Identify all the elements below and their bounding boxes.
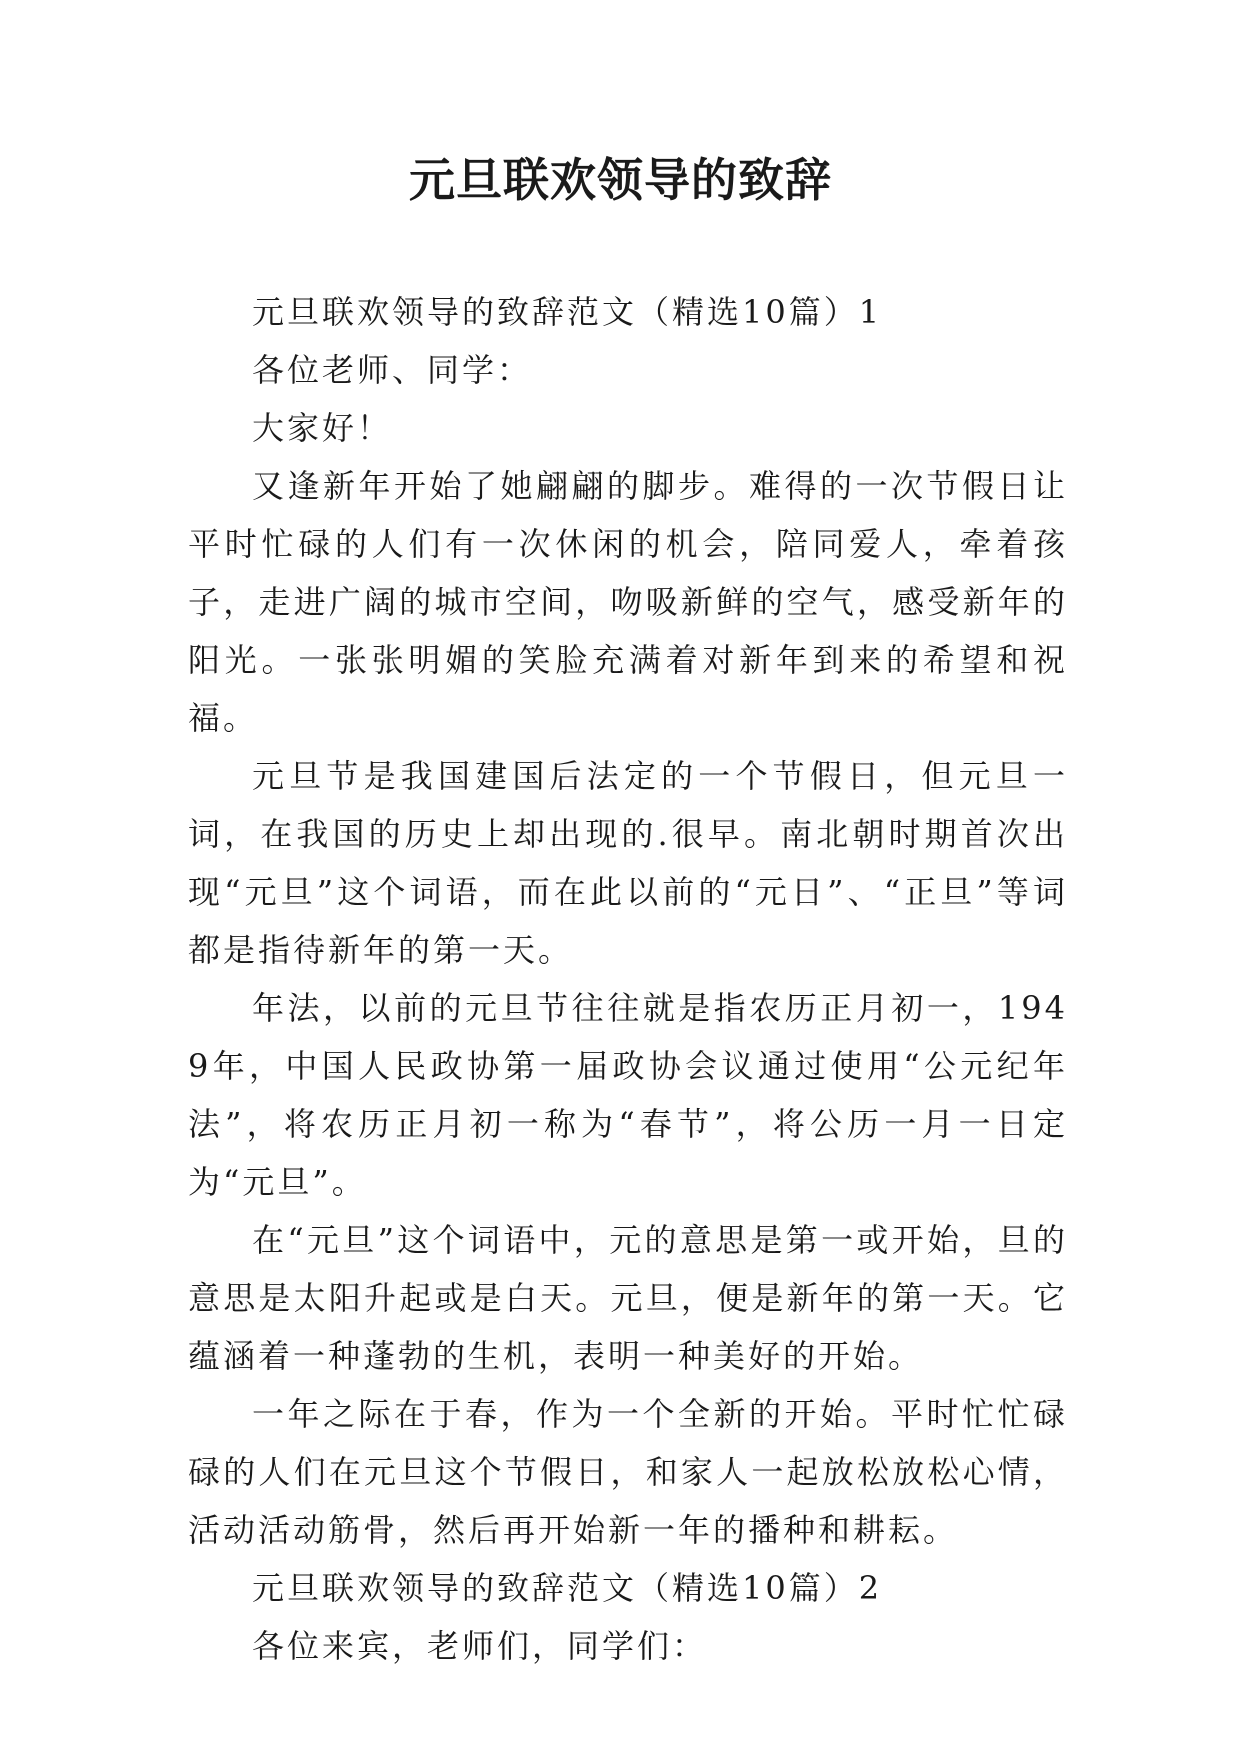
paragraph-body: 在“元旦”这个词语中，元的意思是第一或开始，旦的意思是太阳升起或是白天。元旦，便是新年的第一天。它蕴涵着一种蓬勃的生机，表明一种美好的开始。: [188, 1221, 1068, 1375]
paragraph-body: 又逢新年开始了她翩翩的脚步。难得的一次节假日让平时忙碌的人们有一次休闲的机会，陪同爱人，牵着孩子，走进广阔的城市空间，吻吸新鲜的空气，感受新年的阳光。一张张明媚的笑脸充满着对新年到来的希望和祝福。: [188, 467, 1068, 737]
document-body: [188, 283, 1068, 1675]
paragraph-salutation-1: 各位老师、同学：: [252, 351, 533, 389]
paragraph-greeting: 大家好！: [252, 409, 393, 447]
paragraph-body: 元旦节是我国建国后法定的一个节假日，但元旦一词，在我国的历史上却出现的.很早。南北朝时期首次出现“元旦”这个词语，而在此以前的“元日”、“正旦”等词都是指待新年的第一天。: [188, 757, 1068, 969]
paragraph-body: 年法，以前的元旦节往往就是指农历正月初一，1949年，中国人民政协第一届政协会议通过使用“公元纪年法”，将农历正月初一称为“春节”，将公历一月一日定为“元旦”。: [188, 989, 1068, 1201]
paragraph-heading-2: 元旦联欢领导的致辞范文（精选10篇）2: [252, 1569, 883, 1607]
paragraph-salutation-2: 各位来宾，老师们，同学们：: [252, 1627, 708, 1665]
paragraph-heading-1: 元旦联欢领导的致辞范文（精选10篇）1: [252, 293, 883, 331]
document-title: 元旦联欢领导的致辞: [409, 153, 832, 207]
paragraph-body: 一年之际在于春，作为一个全新的开始。平时忙忙碌碌的人们在元旦这个节假日，和家人一起放松放松心情，活动活动筋骨，然后再开始新一年的播种和耕耘。: [188, 1395, 1068, 1549]
